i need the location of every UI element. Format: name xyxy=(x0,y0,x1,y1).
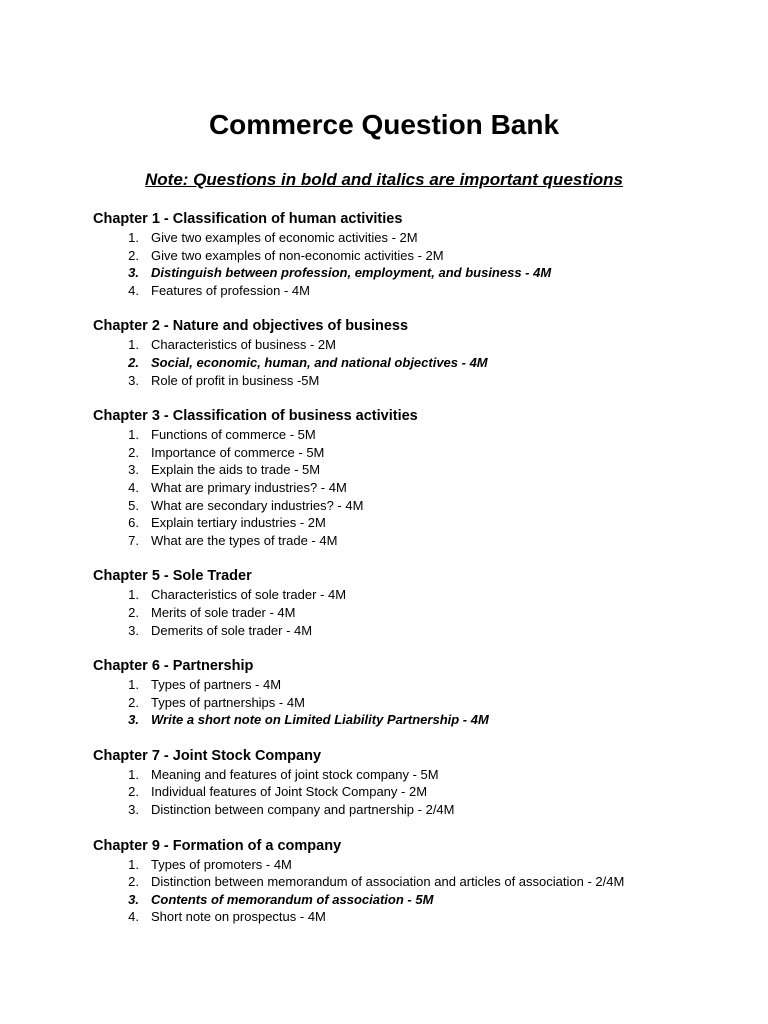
question-number-label: 1. xyxy=(128,427,139,443)
question-item xyxy=(93,676,733,694)
question-text: Give two examples of non-economic activities - 2M xyxy=(151,247,444,263)
question-number-label: 3. xyxy=(128,802,139,818)
question-number xyxy=(93,264,139,282)
chapter-heading: Chapter 9 - Formation of a company xyxy=(93,837,342,854)
question-number-label: 2. xyxy=(128,604,139,620)
question-text: Give two examples of economic activities - 2M xyxy=(151,230,418,245)
question-number-label: 3. xyxy=(128,462,139,478)
question-item xyxy=(93,479,733,497)
question-number xyxy=(93,622,139,640)
question-number xyxy=(93,336,139,354)
question-number-label: 3. xyxy=(128,372,139,388)
question-item xyxy=(93,426,733,444)
question-item xyxy=(93,444,733,462)
question-item xyxy=(93,372,733,390)
chapter-section xyxy=(93,656,733,729)
important-question-item xyxy=(93,354,733,372)
question-text: Distinction between company and partnership - 2/4M xyxy=(151,802,455,818)
question-number-label: 3. xyxy=(128,891,139,907)
question-number xyxy=(93,873,139,891)
question-list xyxy=(93,336,733,389)
question-list xyxy=(93,229,733,299)
question-number-label: 1. xyxy=(128,856,139,872)
question-item xyxy=(93,586,733,604)
question-list xyxy=(93,766,733,819)
chapter-heading: Chapter 1 - Classification of human activities xyxy=(93,211,403,227)
question-number-label: 1. xyxy=(128,337,139,353)
question-text: Features of profession - 4M xyxy=(151,282,310,298)
question-number xyxy=(93,514,139,532)
question-text: Short note on prospectus - 4M xyxy=(151,909,326,925)
question-item xyxy=(93,622,733,640)
question-item xyxy=(93,604,733,622)
question-text: Types of partnerships - 4M xyxy=(151,694,305,710)
question-item xyxy=(93,801,733,819)
question-number-label: 3. xyxy=(128,265,139,281)
question-item xyxy=(93,336,733,354)
question-text: Individual features of Joint Stock Company - 2M xyxy=(151,784,428,800)
question-text: Explain the aids to trade - 5M xyxy=(151,462,321,478)
question-number-label: 3. xyxy=(128,622,139,638)
question-number xyxy=(93,908,139,926)
question-text: What are the types of trade - 4M xyxy=(151,532,338,548)
question-number xyxy=(93,891,139,909)
importance-note: Note: Questions in bold and italics are important questions xyxy=(145,170,623,189)
question-text: Contents of memorandum of association - 5M xyxy=(151,891,434,907)
question-number xyxy=(93,676,139,694)
question-number-label: 2. xyxy=(128,784,139,800)
question-text: Distinction between memorandum of association and articles of association - 2/4M xyxy=(151,874,625,890)
question-item xyxy=(93,783,733,801)
question-number xyxy=(93,532,139,550)
question-number xyxy=(93,783,139,801)
question-number xyxy=(93,354,139,372)
question-number xyxy=(93,426,139,444)
question-item xyxy=(93,461,733,479)
question-number-label: 4. xyxy=(128,909,139,925)
question-number xyxy=(93,282,139,300)
question-item xyxy=(93,908,733,926)
important-question-item xyxy=(93,891,733,909)
question-text: Demerits of sole trader - 4M xyxy=(151,622,313,638)
question-list xyxy=(93,586,733,639)
question-number xyxy=(93,586,139,604)
chapter-heading: Chapter 5 - Sole Trader xyxy=(93,568,252,585)
question-number xyxy=(93,711,139,729)
question-number-label: 4. xyxy=(128,282,139,298)
question-item xyxy=(93,282,733,300)
question-text: What are primary industries? - 4M xyxy=(151,479,347,495)
chapter-heading: Chapter 2 - Nature and objectives of business xyxy=(93,318,409,335)
question-number xyxy=(93,766,139,784)
question-item xyxy=(93,247,733,265)
question-text: Importance of commerce - 5M xyxy=(151,444,325,460)
question-number-label: 1. xyxy=(128,587,139,603)
question-text: Characteristics of business - 2M xyxy=(151,337,336,353)
chapter-section xyxy=(93,316,733,389)
question-number-label: 2. xyxy=(128,694,139,710)
question-number-label: 3. xyxy=(128,712,139,728)
question-item xyxy=(93,532,733,550)
question-number xyxy=(93,694,139,712)
question-item xyxy=(93,766,733,784)
question-number-label: 5. xyxy=(128,497,139,513)
question-item xyxy=(93,514,733,532)
chapter-section xyxy=(93,836,733,926)
question-number-label: 1. xyxy=(128,766,139,782)
question-number xyxy=(93,229,139,247)
chapter-section xyxy=(93,406,733,549)
question-number-label: 2. xyxy=(128,247,139,263)
question-list xyxy=(93,676,733,729)
question-item xyxy=(93,856,733,874)
chapter-section xyxy=(93,566,733,639)
question-number xyxy=(93,461,139,479)
important-question-item xyxy=(93,711,733,729)
question-number-label: 6. xyxy=(128,515,139,531)
question-number xyxy=(93,444,139,462)
question-text: Characteristics of sole trader - 4M xyxy=(151,587,347,603)
question-text: Write a short note on Limited Liability Partnership - 4M xyxy=(151,712,489,728)
question-text: Types of partners - 4M xyxy=(151,677,282,693)
chapter-section xyxy=(93,746,733,819)
question-text: Merits of sole trader - 4M xyxy=(151,604,296,620)
question-number-label: 7. xyxy=(128,532,139,548)
question-number-label: 1. xyxy=(128,230,139,245)
question-list xyxy=(93,426,733,549)
question-text: Social, economic, human, and national objectives - 4M xyxy=(151,354,488,370)
question-text: What are secondary industries? - 4M xyxy=(151,497,364,513)
chapter-list xyxy=(93,209,733,943)
important-question-item xyxy=(93,264,733,282)
question-item xyxy=(93,497,733,515)
question-item xyxy=(93,694,733,712)
question-text: Distinguish between profession, employment, and business - 4M xyxy=(151,265,552,281)
chapter-heading: Chapter 7 - Joint Stock Company xyxy=(93,747,322,764)
question-list xyxy=(93,856,733,926)
question-item xyxy=(93,873,733,891)
question-number-label: 2. xyxy=(128,444,139,460)
question-number xyxy=(93,604,139,622)
question-text: Explain tertiary industries - 2M xyxy=(151,515,326,531)
question-number-label: 1. xyxy=(128,677,139,693)
page-title: Commerce Question Bank xyxy=(208,109,560,140)
question-number xyxy=(93,497,139,515)
chapter-heading: Chapter 3 - Classification of business activities xyxy=(93,408,418,425)
question-number xyxy=(93,801,139,819)
question-text: Role of profit in business -5M xyxy=(151,372,320,388)
question-text: Functions of commerce - 5M xyxy=(151,427,316,443)
question-number xyxy=(93,479,139,497)
question-number xyxy=(93,372,139,390)
question-number xyxy=(93,247,139,265)
question-number xyxy=(93,856,139,874)
chapter-heading: Chapter 6 - Partnership xyxy=(93,658,254,675)
chapter-section xyxy=(93,209,733,299)
question-number-label: 2. xyxy=(128,354,139,370)
question-text: Meaning and features of joint stock company - 5M xyxy=(151,766,439,782)
question-item xyxy=(93,229,733,247)
question-text: Types of promoters - 4M xyxy=(151,856,292,872)
question-number-label: 2. xyxy=(128,874,139,890)
question-number-label: 4. xyxy=(128,479,139,495)
